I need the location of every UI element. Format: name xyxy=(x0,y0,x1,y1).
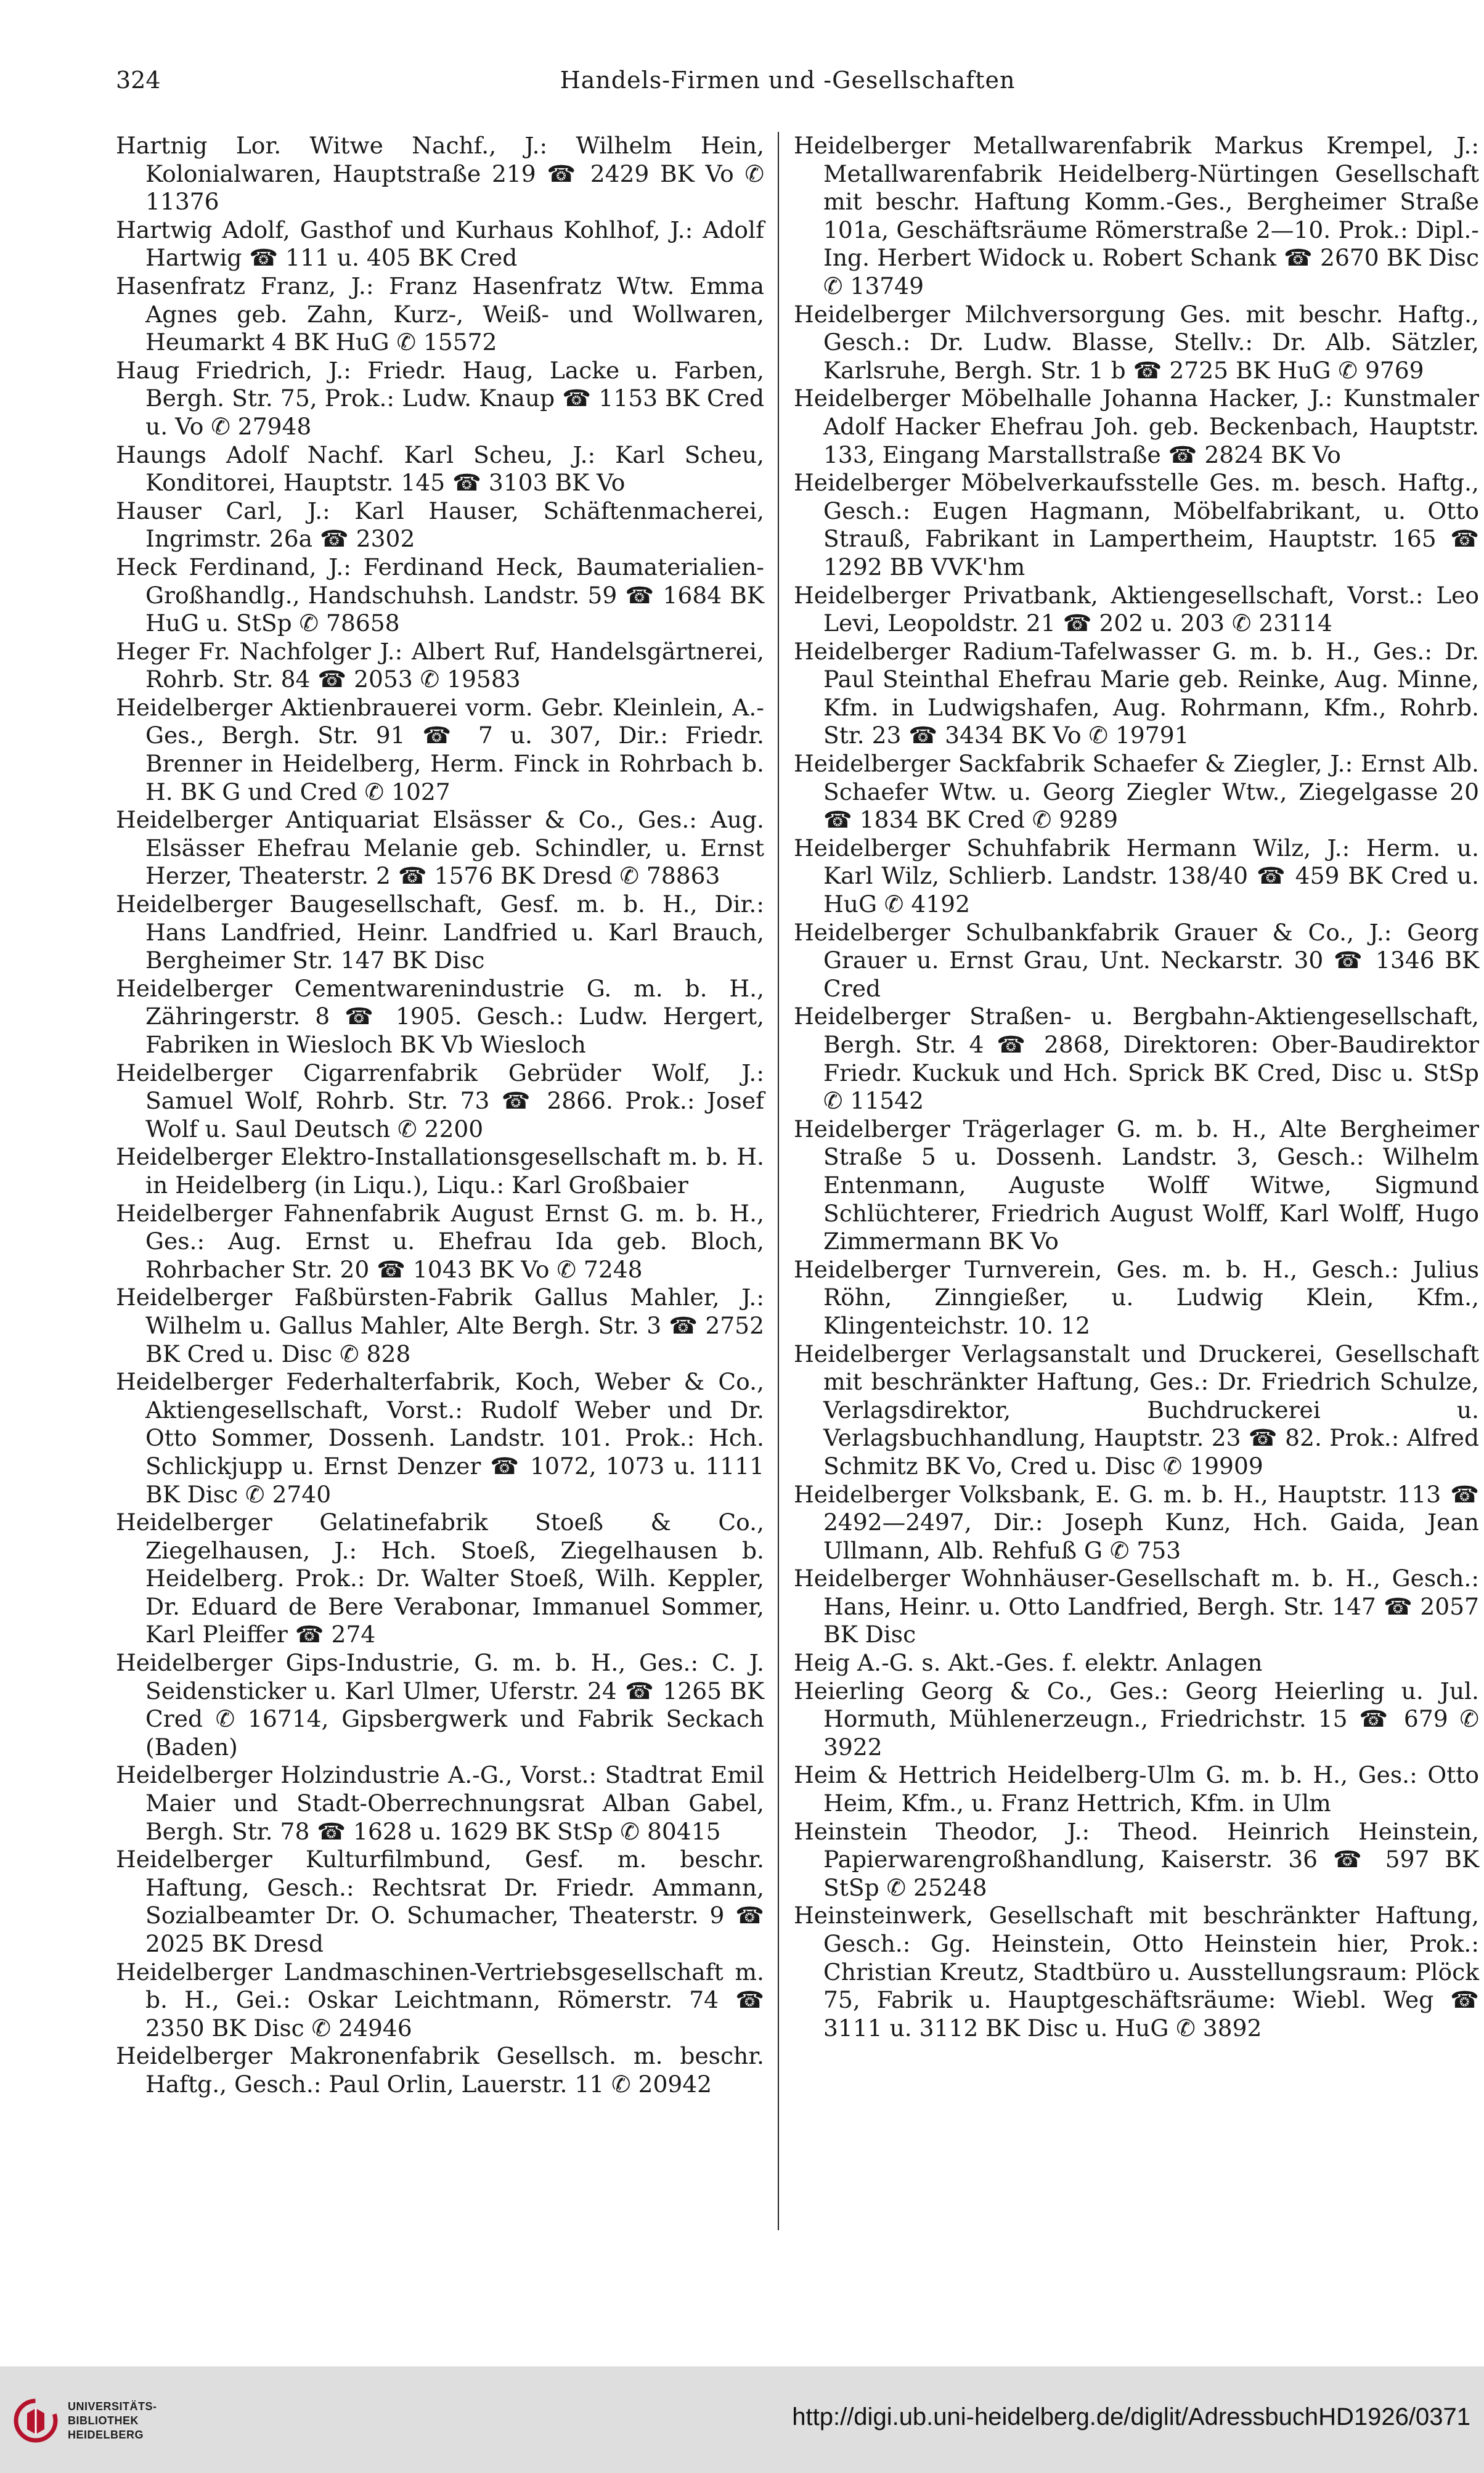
page-header xyxy=(116,67,1459,104)
directory-entry: Heidelberger Gelatinefabrik Stoeß & Co., Ziegelhausen, J.: Hch. Stoeß, Ziegelhausen b. Heidelberg. Prok.: Dr. Walter Stoeß, Wilh. Keppler, Dr. Eduard de Bere Verabonar, Immanuel Sommer, Karl Pleiffer ☎ 274 xyxy=(116,1509,764,1648)
directory-entry: Heidelberger Fahnenfabrik August Ernst G. m. b. H., Ges.: Aug. Ernst u. Ehefrau Ida geb. Bloch, Rohrbacher Str. 20 ☎ 1043 BK Vo ✆ 7248 xyxy=(116,1199,764,1283)
directory-entry: Heidelberger Verlagsanstalt und Druckerei, Gesellschaft mit beschränkter Haftung, Ges.: Dr. Friedrich Schulze, Verlagsdirektor, Buchdruckerei u. Verlagsbuchhandlung, Hauptstr. 23 ☎ 82. Prok.: Alfred Schmitz BK Vo, Cred u. Disc ✆ 19909 xyxy=(794,1340,1479,1480)
directory-entry: Heidelberger Elektro-Installationsgesellschaft m. b. H. in Heidelberg (in Liqu.), Liqu.: Karl Großbaier xyxy=(116,1143,764,1199)
directory-entry: Heidelberger Baugesellschaft, Gesf. m. b. H., Dir.: Hans Landfried, Heinr. Landfried u. Karl Brauch, Bergheimer Str. 147 BK Disc xyxy=(116,890,764,974)
running-head: Handels-Firmen und -Gesellschaften xyxy=(560,67,1016,94)
directory-entry: Heck Ferdinand, J.: Ferdinand Heck, Baumaterialien-Großhandlg., Handschuhsh. Landstr. 59 ☎ 1684 BK HuG u. StSp ✆ 78658 xyxy=(116,553,764,637)
directory-entry: Hauser Carl, J.: Karl Hauser, Schäftenmacherei, Ingrimstr. 26a ☎ 2302 xyxy=(116,497,764,553)
directory-entry: Hartnig Lor. Witwe Nachf., J.: Wilhelm Hein, Kolonialwaren, Hauptstraße 219 ☎ 2429 BK Vo ✆ 11376 xyxy=(116,132,764,216)
directory-entry: Heinstein Theodor, J.: Theod. Heinrich Heinstein, Papierwarengroßhandlung, Kaiserstr. 36 ☎ 597 BK StSp ✆ 25248 xyxy=(794,1817,1479,1901)
directory-entry: Heidelberger Federhalterfabrik, Koch, Weber & Co., Aktiengesellschaft, Vorst.: Rudolf Weber und Dr. Otto Sommer, Dossenh. Landstr. 101. Prok.: Hch. Schlickjupp u. Ernst Denzer ☎ 1072, 1073 u. 1111 BK Disc ✆ 2740 xyxy=(116,1368,764,1508)
directory-entry: Heidelberger Aktienbrauerei vorm. Gebr. Kleinlein, A.-Ges., Bergh. Str. 91 ☎ 7 u. 307, Dir.: Friedr. Brenner in Heidelberg, Herm. Finck in Rohrbach b. H. BK G und Cred ✆ 1027 xyxy=(116,693,764,805)
directory-entry: Heidelberger Sackfabrik Schaefer & Ziegler, J.: Ernst Alb. Schaefer Wtw. u. Georg Ziegler Wtw., Ziegelgasse 20 ☎ 1834 BK Cred ✆ 9289 xyxy=(794,750,1479,834)
logo-line: HEIDELBERG xyxy=(68,2428,144,2441)
directory-entry: Heidelberger Holzindustrie A.-G., Vorst.: Stadtrat Emil Maier und Stadt-Oberrechnungsrat Alban Gabel, Bergh. Str. 78 ☎ 1628 u. 1629 BK StSp ✆ 80415 xyxy=(116,1761,764,1845)
directory-entry: Heidelberger Schuhfabrik Hermann Wilz, J.: Herm. u. Karl Wilz, Schlierb. Landstr. 138/40 ☎ 459 BK Cred u. HuG ✆ 4192 xyxy=(794,834,1479,918)
directory-entry: Heger Fr. Nachfolger J.: Albert Ruf, Handelsgärtnerei, Rohrb. Str. 84 ☎ 2053 ✆ 19583 xyxy=(116,637,764,693)
directory-entry: Heidelberger Volksbank, E. G. m. b. H., Hauptstr. 113 ☎ 2492—2497, Dir.: Joseph Kunz, Hch. Gaida, Jean Ullmann, Alb. Rehfuß G ✆ 753 xyxy=(794,1480,1479,1564)
directory-entry: Heidelberger Faßbürsten-Fabrik Gallus Mahler, J.: Wilhelm u. Gallus Mahler, Alte Bergh. Str. 3 ☎ 2752 BK Cred u. Disc ✆ 828 xyxy=(116,1284,764,1367)
directory-entry: Heinsteinwerk, Gesellschaft mit beschränkter Haftung, Gesch.: Gg. Heinstein, Otto Heinstein hier, Prok.: Christian Kreutz, Stadtbüro u. Ausstellungsraum: Plöck 75, Fabrik u. Hauptgeschäftsräume: Wiebl. Weg ☎ 3111 u. 3112 BK Disc u. HuG ✆ 3892 xyxy=(794,1902,1479,2042)
directory-entry: Heidelberger Metallwarenfabrik Markus Krempel, J.: Metallwarenfabrik Heidelberg-Nürtingen Gesellschaft mit beschr. Haftung Komm.-Ges., Bergheimer Straße 101a, Geschäftsräume Römerstraße 2—10. Prok.: Dipl.-Ing. Herbert Widock u. Robert Schank ☎ 2670 BK Disc ✆ 13749 xyxy=(794,132,1479,299)
directory-entry: Heidelberger Trägerlager G. m. b. H., Alte Bergheimer Straße 5 u. Dossenh. Landstr. 3, Gesch.: Wilhelm Entenmann, Auguste Wolff Witwe, Sigmund Schlüchterer, Friedrich August Wolff, Karl Wolff, Hugo Zimmermann BK Vo xyxy=(794,1115,1479,1255)
directory-entry: Heidelberger Cigarrenfabrik Gebrüder Wolf, J.: Samuel Wolf, Rohrb. Str. 73 ☎ 2866. Prok.: Josef Wolf u. Saul Deutsch ✆ 2200 xyxy=(116,1059,764,1143)
directory-entry: Heidelberger Möbelverkaufsstelle Ges. m. besch. Haftg., Gesch.: Eugen Hagmann, Möbelfabrikant, u. Otto Strauß, Fabrikant in Lampertheim, Hauptstr. 165 ☎ 1292 BB VVK'hm xyxy=(794,469,1479,581)
directory-entry: Heidelberger Wohnhäuser-Gesellschaft m. b. H., Gesch.: Hans, Heinr. u. Otto Landfried, Bergh. Str. 147 ☎ 2057 BK Disc xyxy=(794,1565,1479,1648)
directory-entry: Haug Friedrich, J.: Friedr. Haug, Lacke u. Farben, Bergh. Str. 75, Prok.: Ludw. Knaup ☎ 1153 BK Cred u. Vo ✆ 27948 xyxy=(116,356,764,440)
footer-bar xyxy=(0,2366,1484,2473)
directory-entry: Hasenfratz Franz, J.: Franz Hasenfratz Wtw. Emma Agnes geb. Zahn, Kurz-, Weiß- und Wollwaren, Heumarkt 4 BK HuG ✆ 15572 xyxy=(116,272,764,356)
directory-entry: Heidelberger Landmaschinen-Vertriebsgesellschaft m. b. H., Gei.: Oskar Leichtmann, Römerstr. 74 ☎ 2350 BK Disc ✆ 24946 xyxy=(116,1958,764,2042)
directory-entry: Heidelberger Turnverein, Ges. m. b. H., Gesch.: Julius Röhn, Zinngießer, u. Ludwig Klein, Kfm., Klingenteichstr. 10. 12 xyxy=(794,1255,1479,1339)
left-column xyxy=(116,132,764,2099)
directory-entry: Heidelberger Gips-Industrie, G. m. b. H., Ges.: C. J. Seidensticker u. Karl Ulmer, Uferstr. 24 ☎ 1265 BK Cred ✆ 16714, Gipsbergwerk und Fabrik Seckach (Baden) xyxy=(116,1649,764,1761)
column-divider xyxy=(778,132,779,2230)
library-seal-icon xyxy=(14,2395,58,2447)
directory-entry: Heidelberger Makronenfabrik Gesellsch. m. beschr. Haftg., Gesch.: Paul Orlin, Lauerstr. 11 ✆ 20942 xyxy=(116,2042,764,2098)
directory-entry: Heidelberger Schulbankfabrik Grauer & Co., J.: Georg Grauer u. Ernst Grau, Unt. Neckarstr. 30 ☎ 1346 BK Cred xyxy=(794,918,1479,1002)
source-url-link[interactable]: http://digi.ub.uni-heidelberg.de/diglit/AdressbuchHD1926/0371 xyxy=(792,2403,1470,2430)
directory-entry: Heim & Hettrich Heidelberg-Ulm G. m. b. H., Ges.: Otto Heim, Kfm., u. Franz Hettrich, Kfm. in Ulm xyxy=(794,1761,1479,1817)
page-number: 324 xyxy=(116,67,161,94)
directory-entry: Heidelberger Radium-Tafelwasser G. m. b. H., Ges.: Dr. Paul Steinthal Ehefrau Marie geb. Reinke, Aug. Minne, Kfm. in Ludwigshafen, Aug. Rohrmann, Kfm., Rohrb. Str. 23 ☎ 3434 BK Vo ✆ 19791 xyxy=(794,637,1479,749)
directory-entry: Hartwig Adolf, Gasthof und Kurhaus Kohlhof, J.: Adolf Hartwig ☎ 111 u. 405 BK Cred xyxy=(116,216,764,272)
logo-line: BIBLIOTHEK xyxy=(68,2414,139,2427)
directory-entry: Heidelberger Straßen- u. Bergbahn-Aktiengesellschaft, Bergh. Str. 4 ☎ 2868, Direktoren: Ober-Baudirektor Friedr. Kuckuk und Hch. Sprick BK Cred, Disc u. StSp ✆ 11542 xyxy=(794,1003,1479,1115)
directory-entry: Heidelberger Milchversorgung Ges. mit beschr. Haftg., Gesch.: Dr. Ludw. Blasse, Stellv.: Dr. Alb. Sätzler, Karlsruhe, Bergh. Str. 1 b ☎ 2725 BK HuG ✆ 9769 xyxy=(794,300,1479,384)
directory-entry: Heidelberger Kulturfilmbund, Gesf. m. beschr. Haftung, Gesch.: Rechtsrat Dr. Friedr. Ammann, Sozialbeamter Dr. O. Schumacher, Theaterstr. 9 ☎ 2025 BK Dresd xyxy=(116,1846,764,1957)
right-column xyxy=(794,132,1479,2042)
directory-entry: Heidelberger Möbelhalle Johanna Hacker, J.: Kunstmaler Adolf Hacker Ehefrau Joh. geb. Beckenbach, Hauptstr. 133, Eingang Marstallstraße ☎ 2824 BK Vo xyxy=(794,385,1479,468)
directory-entry: Heig A.-G. s. Akt.-Ges. f. elektr. Anlagen xyxy=(794,1649,1263,1677)
directory-entry: Heidelberger Cementwarenindustrie G. m. b. H., Zähringerstr. 8 ☎ 1905. Gesch.: Ludw. Hergert, Fabriken in Wiesloch BK Vb Wiesloch xyxy=(116,974,764,1058)
directory-entry: Haungs Adolf Nachf. Karl Scheu, J.: Karl Scheu, Konditorei, Hauptstr. 145 ☎ 3103 BK Vo xyxy=(116,441,764,497)
library-logo[interactable] xyxy=(14,2390,157,2451)
directory-entry: Heidelberger Antiquariat Elsässer & Co., Ges.: Aug. Elsässer Ehefrau Melanie geb. Schindler, u. Ernst Herzer, Theaterstr. 2 ☎ 1576 BK Dresd ✆ 78863 xyxy=(116,806,764,890)
library-logo-text xyxy=(68,2400,157,2442)
directory-entry: Heierling Georg & Co., Ges.: Georg Heierling u. Jul. Hormuth, Mühlenerzeugn., Friedrichstr. 15 ☎ 679 ✆ 3922 xyxy=(794,1677,1479,1761)
logo-line: UNIVERSITÄTS- xyxy=(68,2400,157,2413)
directory-entry: Heidelberger Privatbank, Aktiengesellschaft, Vorst.: Leo Levi, Leopoldstr. 21 ☎ 202 u. 203 ✆ 23114 xyxy=(794,581,1479,637)
